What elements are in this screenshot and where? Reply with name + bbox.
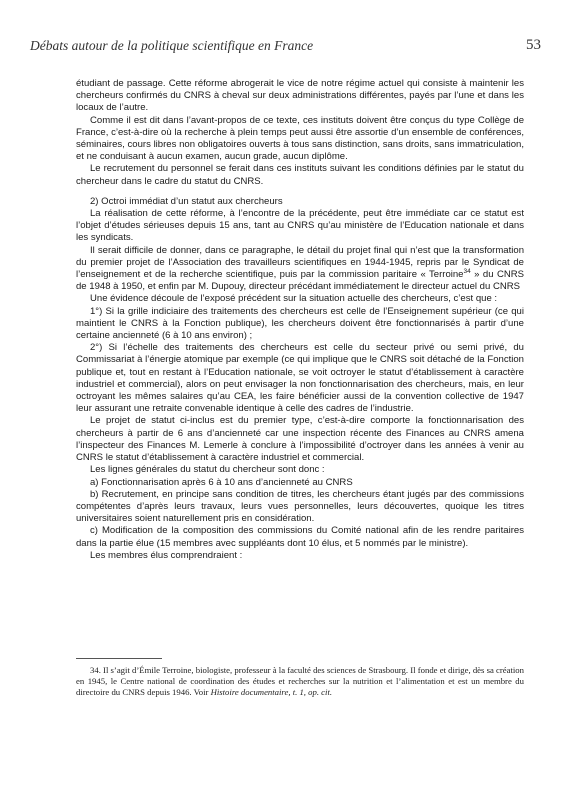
list-item: c) Modification de la composition des commissions du Comité national afin de les rendre paritaires dans la partie élue (15 membres avec suppléants dont 10 élus, et 5 nommés par le ministre). [76, 525, 524, 549]
paragraph [76, 245, 524, 294]
footnote [76, 665, 524, 698]
paragraph: Une évidence découle de l’exposé précédent sur la situation actuelle des chercheurs, c’est que : [90, 293, 498, 305]
running-title: Débats autour de la politique scientifique en France [30, 38, 314, 53]
footnote-ref: 34 [463, 267, 471, 275]
paragraph: Comme il est dit dans l’avant-propos de ce texte, ces instituts doivent être conçus du type Collège de France, c’est-à-dire où la recherche à plein temps peut aussi être assortie d’un ensemble de conférences, séminaires, cours libres non obligatoires ouverts à tous sans distinction, sans droits, sans immatriculation, et ne conduisant à aucun examen, aucun grade, aucun diplôme. [76, 114, 524, 163]
page-number: 53 [526, 37, 541, 53]
paragraph-text: Il serait difficile de donner, dans ce paragraphe, le détail du projet final qui n’est que la transformation du premier projet de l’Association des travailleurs scientifiques en 1944-1945, repris par le Syndicat de l’enseignement et de la recherche scientifique, puis par la commission paritaire « Terroine [76, 244, 524, 281]
list-item: 2°) Si l’échelle des traitements des chercheurs est celle du secteur privé ou semi privé, du Commissariat à l’énergie atomique par exemple (ce qui implique que le CNRS soit détaché de la Fonction publique et, tout en restant à l’Education nationale, se voit octroyer le statut d’établissement à caractère industriel et commercial), alors on peut envisager la non fonctionnarisation des chercheurs, mais, en leur octroyant les mêmes salaires qu’au CEA, les faire bénéficier aussi de la convention collective de 1947 leur assurant une retraite convenable identique à celle des cadres de l’industrie. [76, 342, 524, 415]
list-item: 1°) Si la grille indiciaire des traitements des chercheurs est celle de l’Enseignement supérieur (ce qui maintient le CNRS à la Fonction publique), les chercheurs doivent être fonctionnarisés à partir d’une certaine ancienneté (6 à 10 ans environ) ; [76, 305, 524, 342]
list-item: b) Recrutement, en principe sans condition de titres, les chercheurs étant jugés par des commissions compétentes d’après leurs travaux, leurs vues personnelles, leurs découvertes, quoique les titres universitaires soient naturellement pris en considération. [76, 488, 524, 525]
paragraph: Les lignes générales du statut du chercheur sont donc : [90, 464, 325, 476]
paragraph: Le recrutement du personnel se ferait dans ces instituts suivant les conditions définies par le statut du chercheur dans le cadre du statut du CNRS. [76, 163, 524, 187]
section-heading: 2) Octroi immédiat d’un statut aux chercheurs [90, 195, 283, 207]
paragraph: Le projet de statut ci-inclus est du premier type, c’est-à-dire comporte la fonctionnarisation des chercheurs à partir de 6 ans d’ancienneté car une inspection récente des Finances au CNRS amena l’inspecteur des Finances M. Lemerle à conclure à l’impossibilité d’octroyer dans les années à venir au CNRS le statut d’établissement à caractère industriel et commercial. [76, 415, 524, 464]
footnote-citation: Histoire documentaire, t. 1, op. cit. [210, 687, 333, 697]
paragraph: La réalisation de cette réforme, à l’encontre de la précédente, peut être immédiate car ce statut est l’objet d’études sérieuses depuis 15 ans, tant au CNRS qu’au ministère de l’Education nationale et dans les syndicats. [76, 208, 524, 244]
paragraph: Les membres élus comprendraient : [90, 549, 243, 561]
list-item: a) Fonctionnarisation après 6 à 10 ans d’ancienneté au CNRS [90, 476, 353, 488]
paragraph-text: » du CNRS de 1948 à 1950, et enfin par M. Dupouy, directeur précédant immédiatement le directeur actuel du CNRS [76, 269, 524, 293]
paragraph: étudiant de passage. Cette réforme abrogerait le vice de notre régime actuel qui consiste à maintenir les chercheurs confirmés du CNRS à cheval sur deux administrations différentes, payés par l’une et dans les locaux de l’autre. [76, 78, 524, 114]
footnote-text: 34. Il s’agit d’Émile Terroine, biologiste, professeur à la faculté des sciences de Strasbourg. Il fonde et dirige, dès sa création en 1945, le Centre national de coordination des études et recherches sur la nutrition et l’alimentation et est un membre du directoire du CNRS depuis 1946. Voir [76, 665, 524, 697]
footnote-34 [76, 665, 524, 698]
footnote-divider [76, 658, 162, 659]
body-text [76, 78, 524, 562]
